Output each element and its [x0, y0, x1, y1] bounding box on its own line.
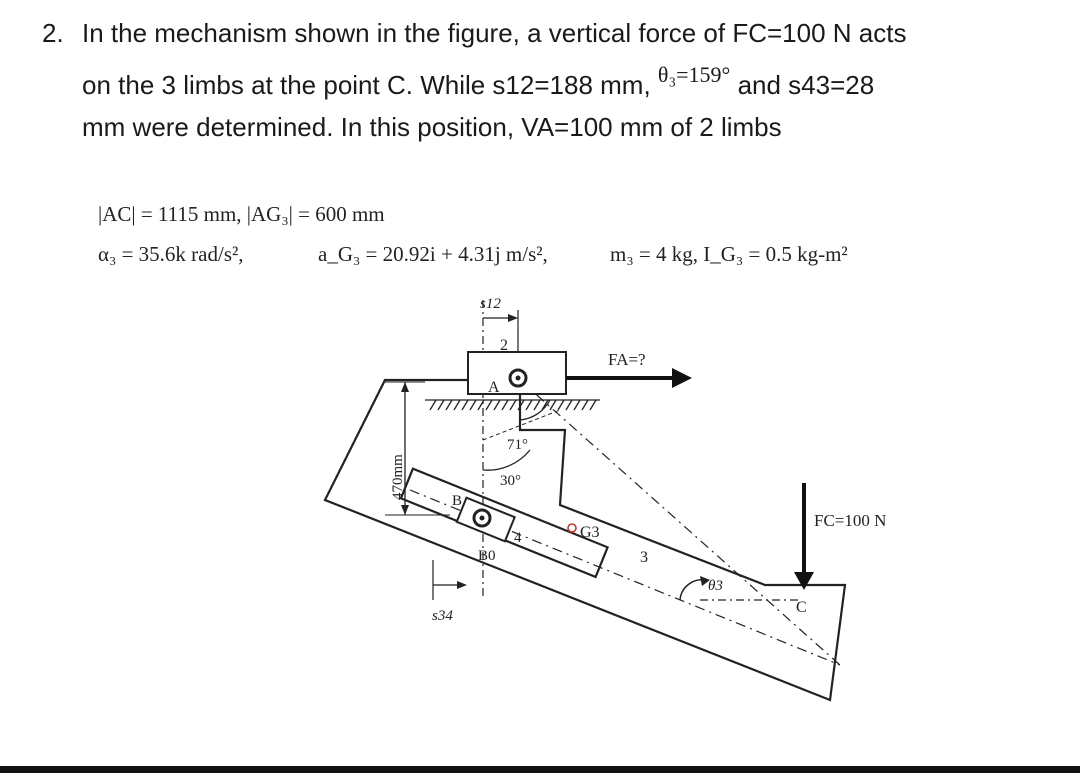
- label-s12: s12: [480, 296, 501, 312]
- label-a: A: [488, 379, 500, 396]
- label-link4: 4: [514, 530, 522, 546]
- given-alpha: α₃ = 35.6k rad/s²,: [98, 242, 244, 266]
- angle-30-arc: [483, 450, 530, 470]
- label-dim470: 470mm: [390, 454, 406, 500]
- label-b: B: [452, 493, 463, 509]
- label-link3: 3: [640, 549, 648, 566]
- g3-marker: [568, 524, 576, 532]
- label-angle-71: 71°: [507, 437, 528, 453]
- question-line-2-end: and s43=28: [737, 70, 875, 100]
- centerline-ac: [520, 380, 840, 665]
- label-c: C: [796, 599, 807, 616]
- label-angle-30: 30°: [500, 473, 521, 489]
- question-line-3: mm were determined. In this position, VA=100 mm of 2 limbs: [82, 112, 782, 142]
- question-line-1: In the mechanism shown in the figure, a vertical force of FC=100 N acts: [82, 18, 907, 48]
- label-s34: s34: [432, 608, 453, 624]
- given-acceleration: a_G₃ = 20.92i + 4.31j m/s²,: [318, 242, 548, 266]
- label-fa: FA=?: [608, 350, 646, 369]
- question-line-2-start: on the 3 limbs at the point C. While s12=188 mm,: [82, 70, 651, 100]
- s12-dim-arrow: [508, 314, 518, 322]
- theta3-value: θ₃=159°: [657, 62, 731, 87]
- dim470-arrow-bottom: [401, 505, 409, 515]
- given-mass-inertia: m₃ = 4 kg, I_G₃ = 0.5 kg-m²: [610, 242, 848, 266]
- pin-b0-center: [480, 516, 485, 521]
- dim470-arrow-top: [401, 382, 409, 392]
- theta3-arc: [680, 580, 705, 600]
- label-g3: G3: [580, 524, 600, 541]
- ground-hatch: [425, 400, 600, 410]
- label-b0: B0: [478, 548, 496, 564]
- fa-arrow-head: [672, 368, 692, 388]
- fc-arrow-head: [794, 572, 814, 590]
- angle-ref-line: [483, 410, 560, 440]
- pin-a-center: [516, 376, 521, 381]
- question-number: 2.: [42, 18, 64, 48]
- s34-dim-arrow: [457, 581, 467, 589]
- label-theta3: θ3: [708, 578, 723, 594]
- label-link2: 2: [500, 337, 508, 354]
- bottom-rule: [0, 766, 1080, 773]
- label-fc: FC=100 N: [814, 511, 887, 530]
- given-lengths: |AC| = 1115 mm, |AG₃| = 600 mm: [98, 202, 385, 226]
